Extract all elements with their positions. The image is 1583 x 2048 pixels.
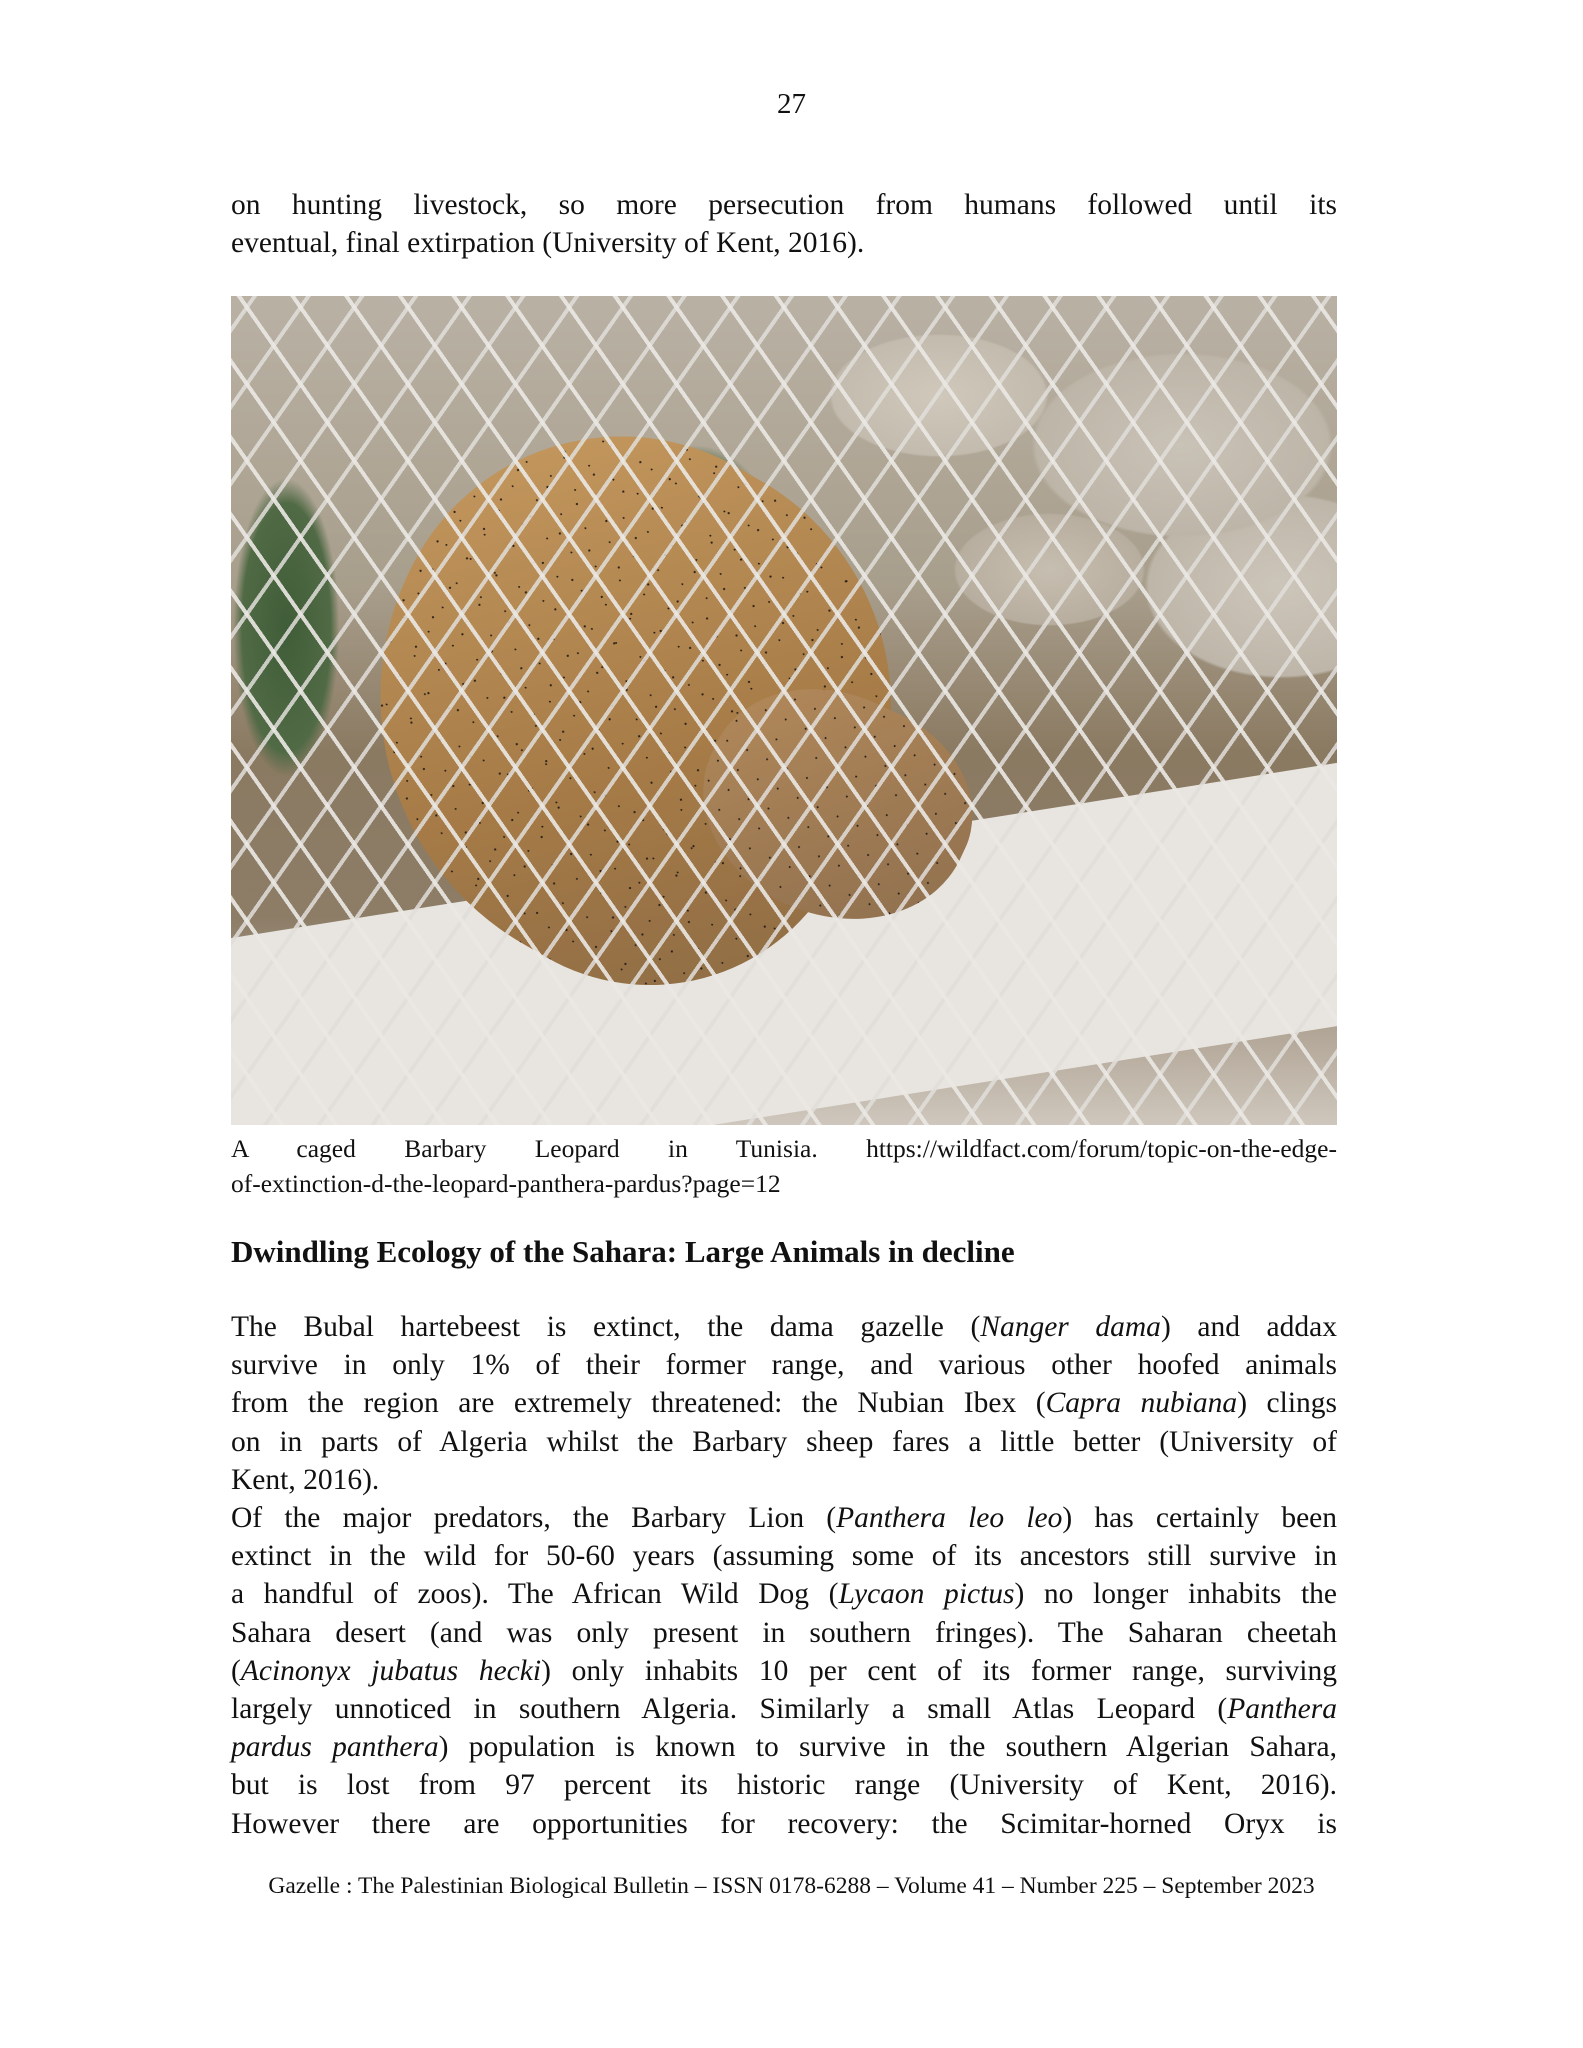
text-run: ) no longer inhabits the (1014, 1578, 1337, 1611)
text-run: largely unnoticed in southern Algeria. Similarly a small Atlas Leopard ( (231, 1693, 1228, 1725)
text-run: Kent, 2016). (231, 1463, 380, 1496)
text-line (231, 1461, 1337, 1499)
text-run: extinct in the wild for 50-60 years (assuming some of its ancestors still survive in (231, 1540, 1337, 1573)
text-run: ) clings (1237, 1387, 1337, 1420)
text-run: from the region are extremely threatened: the Nubian Ibex ( (231, 1387, 1046, 1420)
text-line (231, 1130, 1337, 1168)
text-run: of-extinction-d-the-leopard-panthera-pardus?page=12 (231, 1169, 781, 1198)
text-run: Sahara desert (and was only present in southern fringes). The Saharan cheetah (231, 1616, 1337, 1649)
text-line (231, 1690, 1337, 1728)
text-run: survive in only 1% of their former range, and various other hoofed animals (231, 1349, 1337, 1382)
species-name: Panthera (1227, 1693, 1337, 1725)
text-line (231, 1728, 1337, 1766)
text-line (231, 1614, 1337, 1652)
section-heading: Dwindling Ecology of the Sahara: Large Animals in decline (231, 1234, 1015, 1269)
text-run: ) has certainly been (1062, 1502, 1338, 1534)
journal-footer: Gazelle : The Palestinian Biological Bulletin – ISSN 0178-6288 – Volume 41 – Number 225 – September 2023 (268, 1873, 1315, 1899)
page-number: 27 (777, 88, 806, 120)
text-run: but is lost from 97 percent its historic range (University of Kent, 2016). (231, 1769, 1337, 1802)
text-line (231, 1575, 1337, 1613)
species-name: pardus panthera (231, 1731, 439, 1764)
text-line (231, 1766, 1337, 1804)
species-name: Capra nubiana (1045, 1387, 1238, 1420)
text-line (231, 1805, 1337, 1843)
text-line (231, 1308, 1337, 1346)
text-run: A caged Barbary Leopard in Tunisia. https://wildfact.com/forum/topic-on-the-edge- (231, 1134, 1337, 1163)
text-run: ( (231, 1654, 241, 1687)
text-line (231, 1346, 1337, 1384)
text-run: ) and addax (1160, 1311, 1337, 1343)
text-line (231, 186, 1337, 224)
text-line (231, 1537, 1337, 1575)
text-run: The Bubal hartebeest is extinct, the dama gazelle ( (231, 1311, 981, 1343)
text-run: eventual, final extirpation (University of Kent, 2016). (231, 227, 865, 259)
text-run: a handful of zoos). The African Wild Dog ( (231, 1578, 839, 1611)
species-name: Nanger dama (980, 1311, 1161, 1343)
species-name: Acinonyx jubatus hecki (240, 1654, 542, 1687)
leopard-photo (231, 296, 1337, 1125)
chain-link-fence (231, 296, 1337, 1125)
text-line (231, 1165, 1337, 1203)
text-run: on hunting livestock, so more persecution from humans followed until its (231, 189, 1337, 221)
text-line (231, 1499, 1337, 1537)
text-run: However there are opportunities for recovery: the Scimitar-horned Oryx is (231, 1807, 1337, 1840)
text-line (231, 224, 1337, 262)
text-line (231, 1652, 1337, 1690)
text-line (231, 1423, 1337, 1461)
text-line (231, 1384, 1337, 1422)
species-name: Lycaon pictus (838, 1578, 1015, 1611)
text-run: on in parts of Algeria whilst the Barbary sheep fares a little better (University of (231, 1425, 1337, 1458)
species-name: Panthera leo leo (836, 1502, 1063, 1534)
text-run: ) only inhabits 10 per cent of its former range, surviving (541, 1654, 1337, 1687)
text-run: ) population is known to survive in the southern Algerian Sahara, (438, 1731, 1337, 1764)
text-run: Of the major predators, the Barbary Lion ( (231, 1502, 837, 1534)
